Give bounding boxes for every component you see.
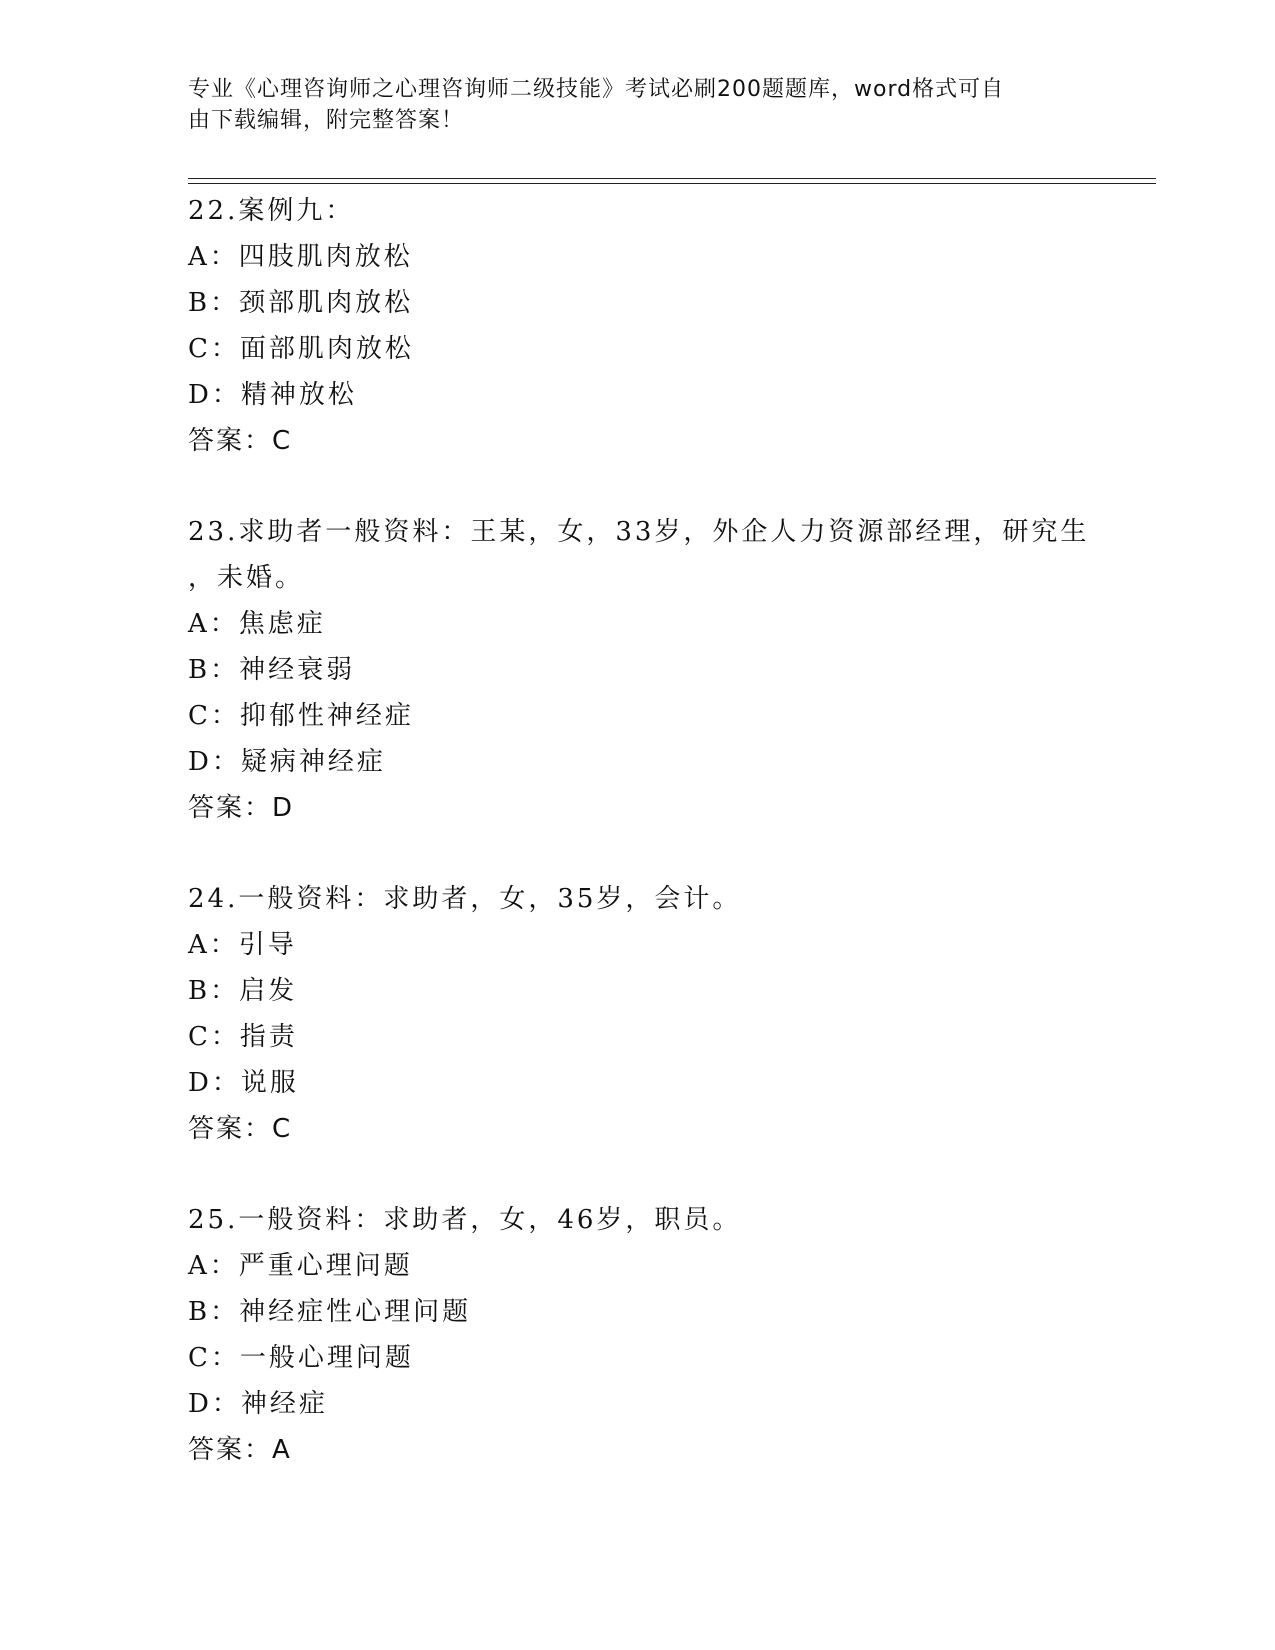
option-b: B：神经衰弱 [188,655,356,685]
option-a: A：四肢肌肉放松 [188,242,413,272]
header-line-1: 专业《心理咨询师之心理咨询师二级技能》考试必刷200题题库，word格式可自 [188,77,1005,102]
header-divider-top [188,178,1156,179]
question-23 [188,509,1088,831]
answer-line: 答案：D [188,793,295,823]
question-24 [188,876,1088,1152]
option-b: B：颈部肌肉放松 [188,288,414,318]
question-25 [188,1197,1088,1473]
option-d: D：神经症 [188,1389,328,1419]
option-d: D：疑病神经症 [188,747,386,777]
option-b: B：神经症性心理问题 [188,1297,472,1327]
option-a: A：焦虑症 [188,609,326,639]
option-d: D：说服 [188,1068,299,1098]
question-stem: 25.一般资料：求助者，女，46岁，职员。 [188,1205,742,1235]
answer-line: 答案：A [188,1435,292,1465]
option-d: D：精神放松 [188,380,357,410]
question-stem: 24.一般资料：求助者，女，35岁，会计。 [188,884,742,914]
option-c: C：面部肌肉放松 [188,334,414,364]
option-c: C：一般心理问题 [188,1343,414,1373]
question-list [188,188,1088,1473]
question-stem: 22.案例九： [188,196,355,226]
option-a: A：引导 [188,930,297,960]
question-stem-continued: ，未婚。 [188,563,305,593]
option-c: C：指责 [188,1022,298,1052]
document-header [188,74,1068,136]
option-b: B：启发 [188,976,298,1006]
answer-line: 答案：C [188,426,293,456]
header-divider-bottom [188,183,1156,184]
option-c: C：抑郁性神经症 [188,701,414,731]
question-22 [188,188,1088,464]
option-a: A：严重心理问题 [188,1251,413,1281]
question-stem: 23.求助者一般资料：王某，女，33岁，外企人力资源部经理，研究生 [188,517,1090,547]
answer-line: 答案：C [188,1114,293,1144]
header-line-2: 由下载编辑，附完整答案！ [188,108,465,133]
